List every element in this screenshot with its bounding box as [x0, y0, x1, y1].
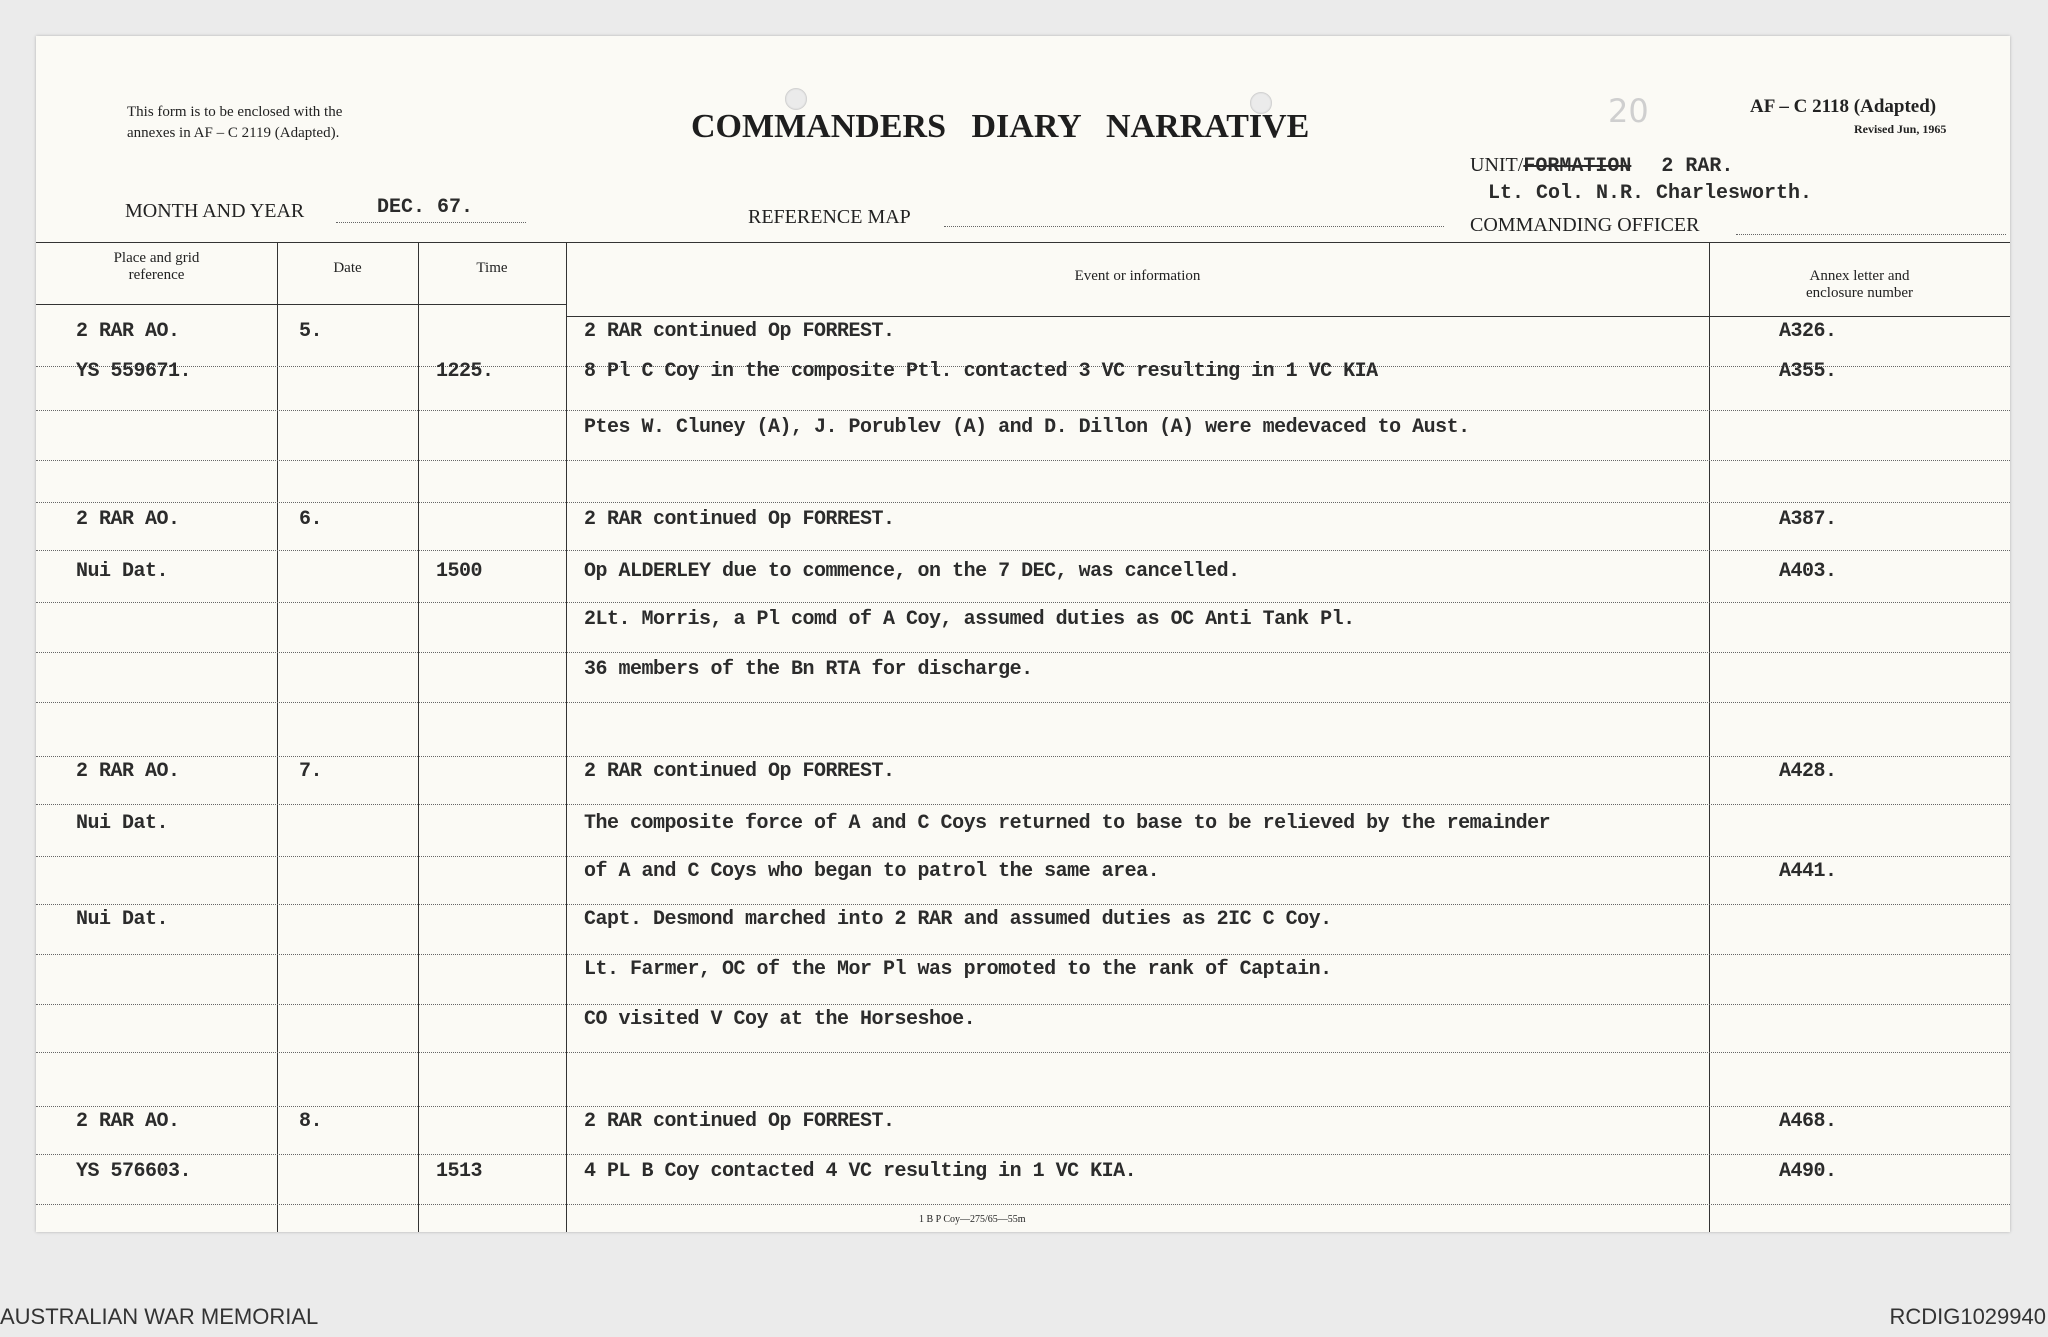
form-revised-date: Revised Jun, 1965	[1854, 122, 1947, 136]
cell-time: 1225.	[436, 360, 494, 383]
commanding-officer-name: Lt. Col. N.R. Charlesworth.	[1488, 182, 1813, 205]
cell-time: 1500	[436, 560, 483, 583]
cell-event: Ptes W. Cluney (A), J. Porublev (A) and D. Dillon (A) were medevaced to Aust.	[584, 416, 1470, 439]
cell-event: 2 RAR continued Op FORREST.	[584, 508, 895, 531]
cell-date: 7.	[299, 760, 323, 783]
column-header-annex: Annex letter and enclosure number	[1805, 268, 1914, 301]
cell-event: CO visited V Coy at the Horseshoe.	[584, 1008, 976, 1031]
cell-place: 2 RAR AO.	[76, 320, 180, 343]
column-header-time: Time	[476, 260, 508, 276]
cell-date: 6.	[299, 508, 323, 531]
cell-event: Lt. Farmer, OC of the Mor Pl was promoted to the rank of Captain.	[584, 958, 1332, 981]
cell-place: YS 576603.	[76, 1160, 192, 1183]
cell-annex: A403.	[1779, 560, 1837, 583]
cell-annex: A326.	[1779, 320, 1837, 343]
diary-sheet	[36, 36, 2010, 1232]
unit-label: UNIT/	[1470, 154, 1524, 176]
cell-annex: A428.	[1779, 760, 1837, 783]
footer-source: AUSTRALIAN WAR MEMORIAL	[0, 1304, 319, 1329]
cell-place: 2 RAR AO.	[76, 1110, 180, 1133]
form-instruction-line-2: annexes in AF – C 2119 (Adapted).	[127, 125, 340, 141]
form-instruction-line-1: This form is to be enclosed with the	[127, 104, 343, 120]
cell-event: 2 RAR continued Op FORREST.	[584, 760, 895, 783]
cell-annex: A468.	[1779, 1110, 1837, 1133]
reference-map-label: REFERENCE MAP	[748, 206, 911, 228]
cell-place: Nui Dat.	[76, 560, 169, 583]
cell-place: Nui Dat.	[76, 812, 169, 835]
month-year-value: DEC. 67.	[377, 196, 474, 219]
cell-place: YS 559671.	[76, 360, 192, 383]
cell-event: of A and C Coys who began to patrol the same area.	[584, 860, 1160, 883]
footer-reference-id: RCDIG1029940	[1889, 1304, 2046, 1329]
cell-event: Capt. Desmond marched into 2 RAR and assumed duties as 2IC C Coy.	[584, 908, 1332, 931]
cell-event: 2 RAR continued Op FORREST.	[584, 1110, 895, 1133]
cell-place: 2 RAR AO.	[76, 760, 180, 783]
cell-annex: A441.	[1779, 860, 1837, 883]
form-number: AF – C 2118 (Adapted)	[1750, 96, 1937, 117]
cell-event: 2Lt. Morris, a Pl comd of A Coy, assumed duties as OC Anti Tank Pl.	[584, 608, 1355, 631]
unit-value: 2 RAR.	[1661, 155, 1734, 178]
faint-pencil-mark: 20	[1608, 92, 1649, 130]
cell-annex: A355.	[1779, 360, 1837, 383]
column-header-event: Event or information	[1074, 268, 1201, 284]
cell-event: The composite force of A and C Coys returned to base to be relieved by the remainder	[584, 812, 1551, 835]
print-code: 1 B P Coy—275/65—55m	[919, 1214, 1026, 1225]
cell-date: 5.	[299, 320, 323, 343]
cell-event: 8 Pl C Coy in the composite Ptl. contacted 3 VC resulting in 1 VC KIA	[584, 360, 1378, 383]
cell-place: 2 RAR AO.	[76, 508, 180, 531]
commanding-officer-label: COMMANDING OFFICER	[1470, 214, 1700, 236]
unit-field	[1470, 154, 1733, 178]
punch-hole	[785, 88, 807, 110]
month-year-label: MONTH AND YEAR	[125, 200, 305, 222]
column-header-date: Date	[333, 260, 362, 276]
cell-event: 4 PL B Coy contacted 4 VC resulting in 1 VC KIA.	[584, 1160, 1137, 1183]
cell-annex: A387.	[1779, 508, 1837, 531]
cell-event: 36 members of the Bn RTA for discharge.	[584, 658, 1033, 681]
unit-strikethrough: FORMATION	[1523, 155, 1632, 178]
cell-event: 2 RAR continued Op FORREST.	[584, 320, 895, 343]
column-header-place: Place and grid reference	[113, 250, 200, 283]
cell-annex: A490.	[1779, 1160, 1837, 1183]
cell-time: 1513	[436, 1160, 483, 1183]
cell-event: Op ALDERLEY due to commence, on the 7 DEC, was cancelled.	[584, 560, 1240, 583]
cell-place: Nui Dat.	[76, 908, 169, 931]
form-title: COMMANDERS DIARY NARRATIVE	[691, 108, 1310, 145]
cell-date: 8.	[299, 1110, 323, 1133]
